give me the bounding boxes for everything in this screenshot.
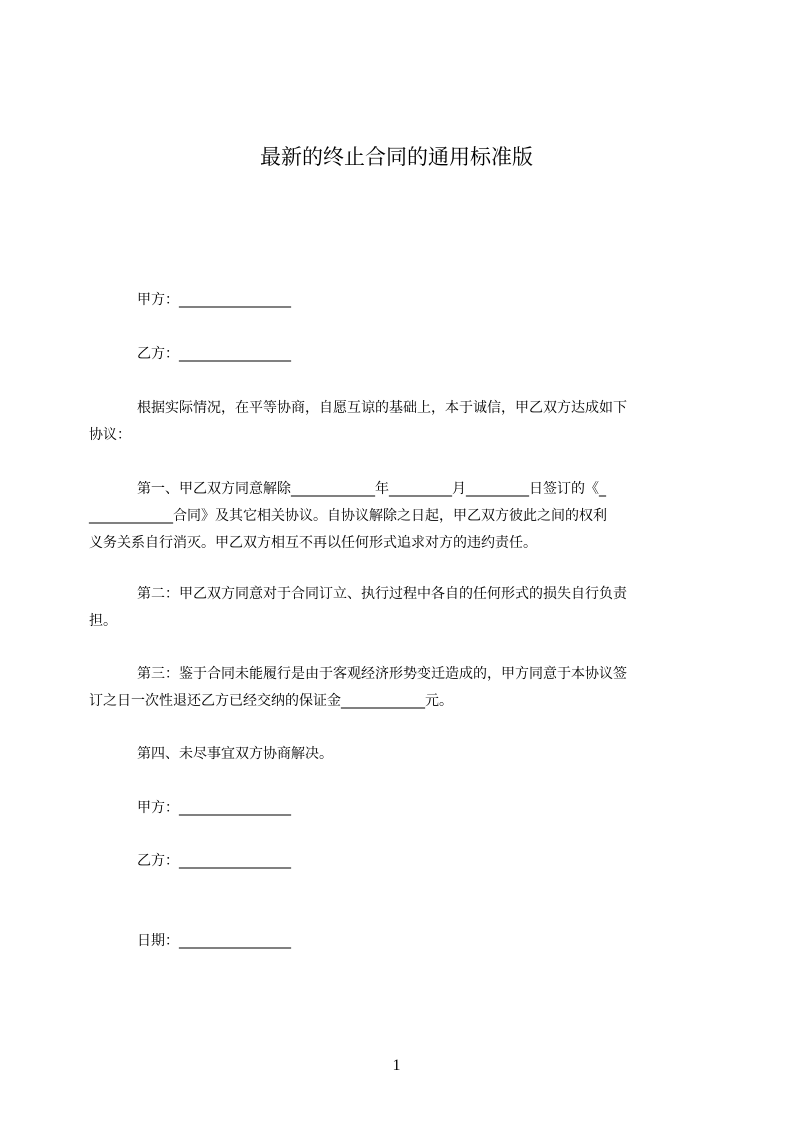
party-b-signature-line: 乙方：________________ [137, 346, 291, 362]
clause-1-line-2: ____________合同》及其它相关协议。自协议解除之日起，甲乙双方彼此之间的权利 [89, 508, 607, 524]
party-a-signature-line: 甲方：________________ [137, 292, 291, 308]
preamble-line-1: 根据实际情况，在平等协商，自愿互谅的基础上，本于诚信，甲乙双方达成如下 [137, 400, 627, 416]
page-number: 1 [392, 1057, 401, 1074]
clause-2-line-1: 第二：甲乙双方同意对于合同订立、执行过程中各自的任何形式的损失自行负责 [137, 586, 627, 602]
party-a-signature-line-bottom: 甲方：________________ [137, 800, 291, 816]
clause-2-line-2: 担。 [89, 613, 117, 629]
date-signature-line: 日期：________________ [137, 933, 291, 949]
preamble-line-2: 协议： [89, 427, 131, 443]
document-title: 最新的终止合同的通用标准版 [260, 145, 533, 169]
clause-3-line-2: 订之日一次性退还乙方已经交纳的保证金____________元。 [89, 693, 453, 709]
clause-1-line-1: 第一、甲乙双方同意解除____________年_________月_________日签订的《_ [137, 481, 606, 497]
party-b-signature-line-bottom: 乙方：________________ [137, 853, 291, 869]
clause-4-line-1: 第四、未尽事宜双方协商解决。 [137, 746, 333, 762]
clause-1-line-3: 义务关系自行消灭。甲乙双方相互不再以任何形式追求对方的违约责任。 [89, 535, 537, 551]
clause-3-line-1: 第三：鉴于合同未能履行是由于客观经济形势变迁造成的，甲方同意于本协议签 [137, 666, 627, 682]
